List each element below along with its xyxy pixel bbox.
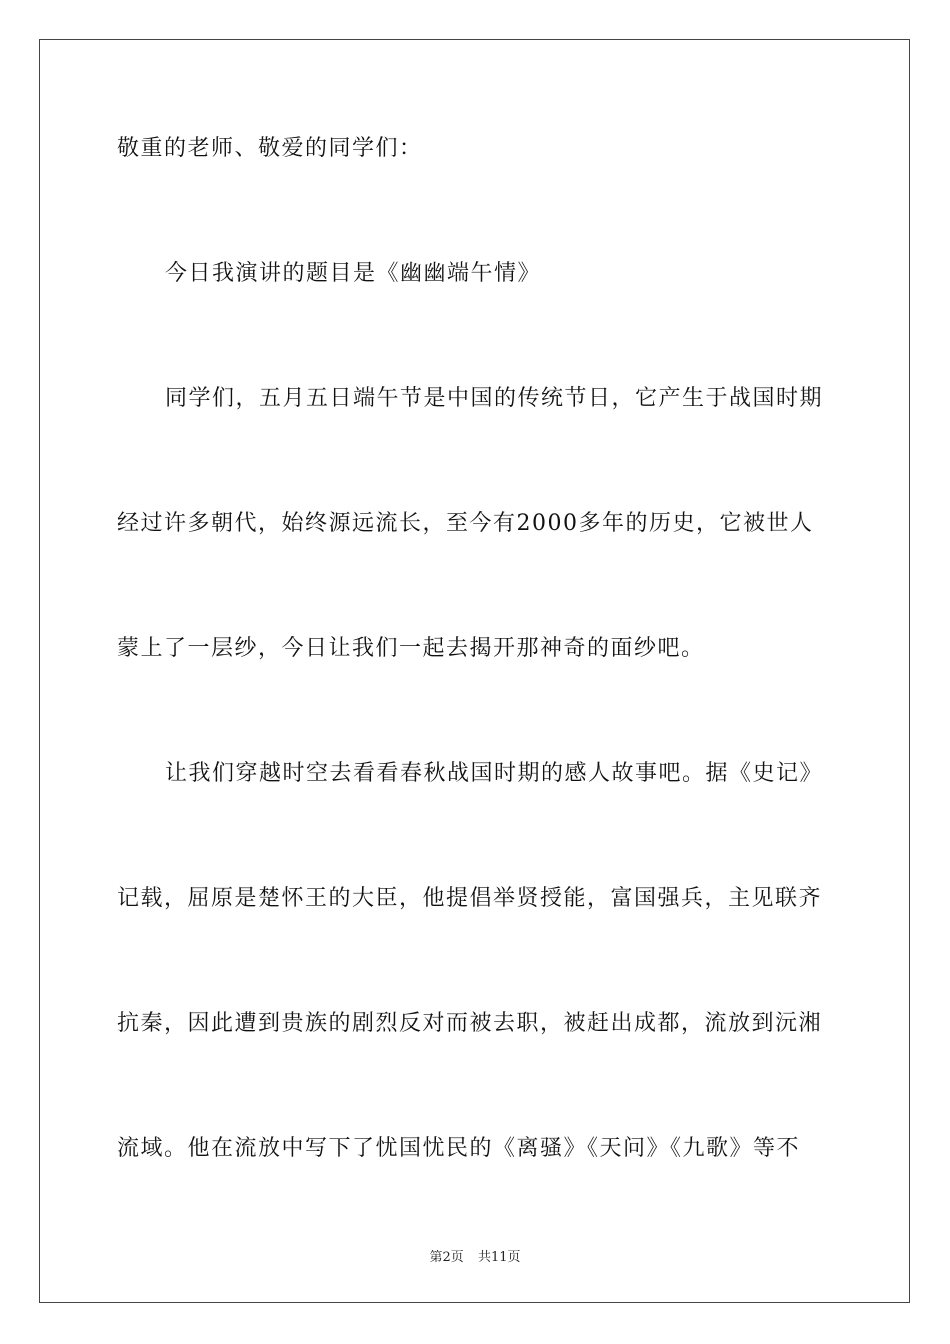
paragraph-line: 流域。他在流放中写下了忧国忧民的《离骚》《天问》《九歌》等不 xyxy=(117,1136,801,1161)
total-pages: 共11页 xyxy=(477,1250,521,1265)
paragraph-line: 抗秦，因此遭到贵族的剧烈反对而被去职，被赶出成都，流放到沅湘 xyxy=(117,1011,823,1036)
paragraph-line: 记载，屈原是楚怀王的大臣，他提倡举贤授能，富国强兵，主见联齐 xyxy=(117,886,823,911)
paragraph-line: 同学们，五月五日端午节是中国的传统节日，它产生于战国时期 xyxy=(165,386,824,411)
paragraph-line: 经过许多朝代，始终源远流长，至今有2000多年的历史，它被世人 xyxy=(117,511,814,536)
paragraph-line: 蒙上了一层纱，今日让我们一起去揭开那神奇的面纱吧。 xyxy=(117,636,705,661)
speech-title-line: 今日我演讲的题目是《幽幽端午情》 xyxy=(165,261,542,286)
page-border xyxy=(39,39,910,1303)
page-footer xyxy=(0,1246,950,1265)
page-number: 第2页 xyxy=(429,1250,464,1265)
salutation: 敬重的老师、敬爱的同学们： xyxy=(117,136,423,161)
paragraph-line: 让我们穿越时空去看看春秋战国时期的感人故事吧。据《史记》 xyxy=(165,761,824,786)
